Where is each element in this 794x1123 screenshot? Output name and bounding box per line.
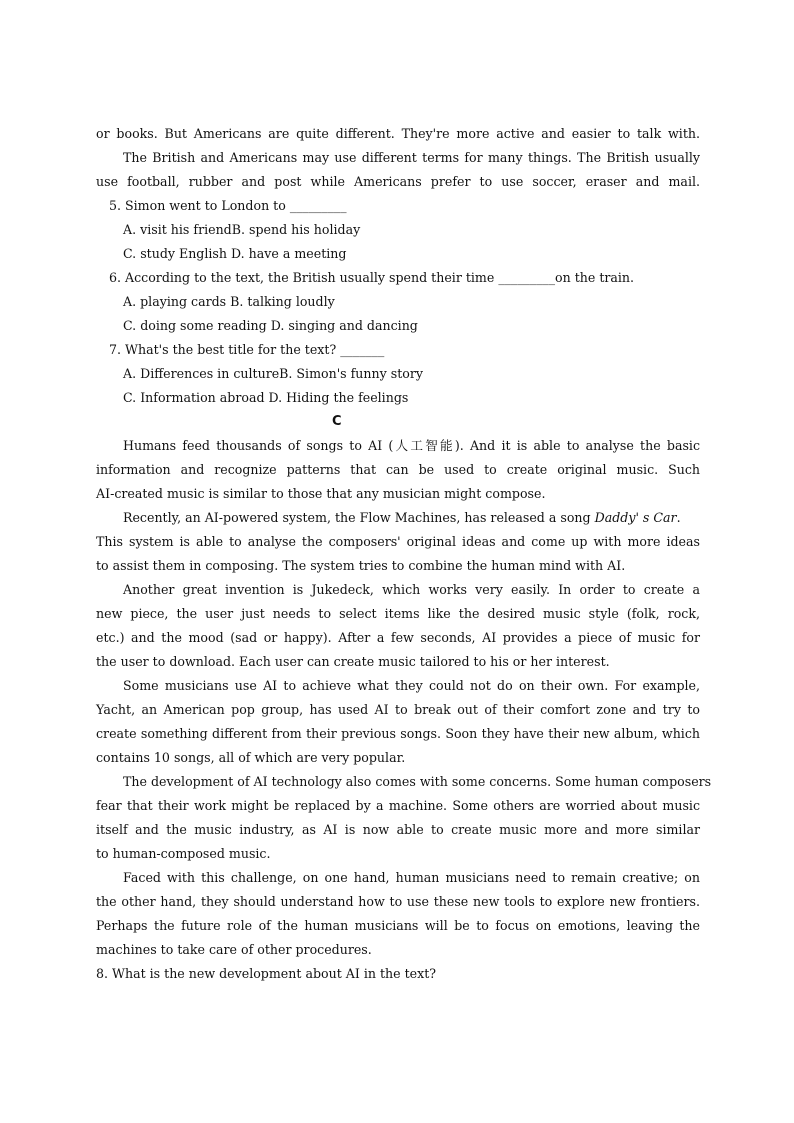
c-paragraph-2-line-2: This system is able to analyse the composers' original ideas and come up with more ideas bbox=[96, 534, 700, 549]
c-paragraph-1-line-2: information and recognize patterns that can be used to create original music. Such bbox=[96, 462, 700, 477]
question-7-options-2: C. Information abroad D. Hiding the feelings bbox=[123, 390, 409, 405]
c-paragraph-1-line-3: AI-created music is similar to those that any musician might compose. bbox=[96, 486, 546, 501]
question-8-stem: 8. What is the new development about AI in the text? bbox=[96, 966, 437, 981]
c-paragraph-2-line-1 bbox=[96, 506, 700, 530]
question-5-stem: 5. Simon went to London to _________ bbox=[109, 198, 347, 213]
c-paragraph-2-line-3: to assist them in composing. The system tries to combine the human mind with AI. bbox=[96, 558, 626, 573]
c-paragraph-4-line-2: Yacht, an American pop group, has used AI to break out of their comfort zone and try to bbox=[96, 702, 700, 717]
c-paragraph-6-line-1: Faced with this challenge, on one hand, human musicians need to remain creative; on bbox=[123, 870, 700, 885]
c-paragraph-3-line-2: new piece, the user just needs to select items like the desired music style (folk, rock, bbox=[96, 606, 700, 621]
c-paragraph-5-line-4: to human-composed music. bbox=[96, 846, 271, 861]
song-title-suffix: . bbox=[676, 510, 681, 525]
c-paragraph-6-line-3: Perhaps the future role of the human musicians will be to focus on emotions, leaving the bbox=[96, 918, 700, 933]
c-paragraph-1-line-1: Humans feed thousands of songs to AI (人工智能). And it is able to analyse the basic bbox=[123, 438, 700, 453]
document-page bbox=[96, 122, 712, 986]
question-6-stem: 6. According to the text, the British usually spend their time _________on the train. bbox=[109, 270, 635, 285]
passage-b-line-1: or books. But Americans are quite different. They're more active and easier to talk with. bbox=[96, 126, 700, 141]
question-7-stem: 7. What's the best title for the text? _______ bbox=[109, 342, 385, 357]
c-paragraph-5-line-2: fear that their work might be replaced by a machine. Some others are worried about music bbox=[96, 798, 700, 813]
passage-b-line-3: use football, rubber and post while Americans prefer to use soccer, eraser and mail. bbox=[96, 174, 700, 189]
c-paragraph-3-line-3: etc.) and the mood (sad or happy). After a few seconds, AI provides a piece of music for bbox=[96, 630, 700, 645]
c-paragraph-4-line-4: contains 10 songs, all of which are very popular. bbox=[96, 750, 406, 765]
question-5-options-2: C. study English D. have a meeting bbox=[123, 246, 347, 261]
c-paragraph-6-line-4: machines to take care of other procedures. bbox=[96, 942, 372, 957]
question-5-options-1: A. visit his friendB. spend his holiday bbox=[123, 222, 361, 237]
question-6-options-1: A. playing cards B. talking loudly bbox=[123, 294, 335, 309]
song-title: Daddy' s Car bbox=[594, 510, 677, 525]
passage-b-line-2: The British and Americans may use different terms for many things. The British usually bbox=[123, 150, 700, 165]
c-paragraph-4-line-1: Some musicians use AI to achieve what they could not do on their own. For example, bbox=[123, 678, 700, 693]
c-paragraph-4-line-3: create something different from their previous songs. Soon they have their new album, which bbox=[96, 726, 700, 741]
c-paragraph-5-line-1: The development of AI technology also comes with some concerns. Some human composers bbox=[123, 774, 712, 789]
c-paragraph-3-line-4: the user to download. Each user can create music tailored to his or her interest. bbox=[96, 654, 610, 669]
c-paragraph-2-line-1-text: Recently, an AI-powered system, the Flow Machines, has released a song bbox=[123, 510, 595, 525]
question-7-options-1: A. Differences in cultureB. Simon's funny story bbox=[123, 366, 423, 381]
c-paragraph-5-line-3: itself and the music industry, as AI is now able to create music more and more similar bbox=[96, 822, 700, 837]
section-c-heading: C bbox=[332, 414, 342, 429]
c-paragraph-3-line-1: Another great invention is Jukedeck, which works very easily. In order to create a bbox=[123, 582, 700, 597]
question-6-options-2: C. doing some reading D. singing and dancing bbox=[123, 318, 418, 333]
c-paragraph-6-line-2: the other hand, they should understand how to use these new tools to explore new frontiers. bbox=[96, 894, 700, 909]
